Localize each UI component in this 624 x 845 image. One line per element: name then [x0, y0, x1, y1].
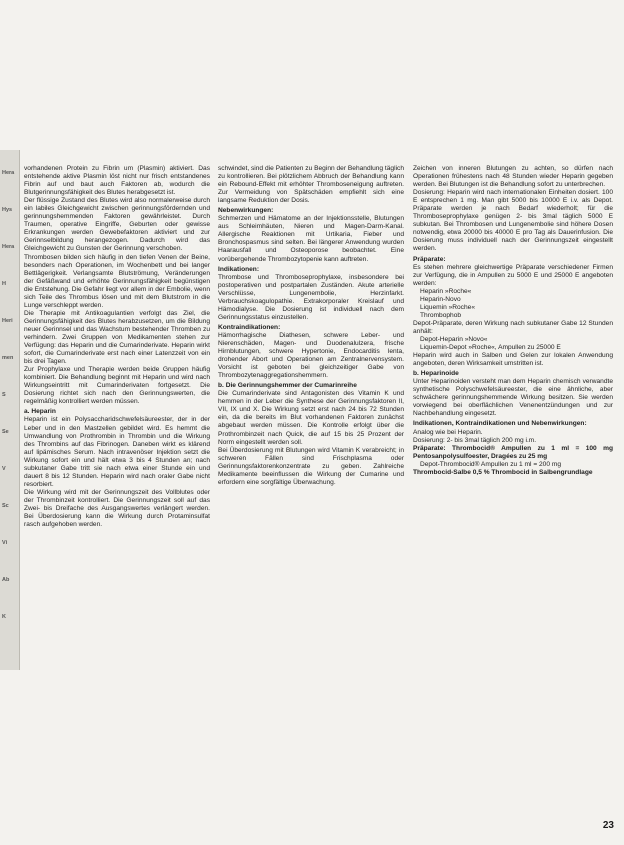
gutter-fragment: men: [2, 355, 14, 361]
paragraph: Bei Überdosierung mit Blutungen wird Vitamin K verabreicht; in schweren Fällen sind Frischplasma oder Gerinnungsfaktorenkonzentrate zu geben. Zahlreiche Medikamente beeinflussen die Wirkung der Cumarine und erfordern eine sorgfältige Überwachung.: [218, 446, 404, 486]
section-heading: b. Heparinoide: [413, 370, 459, 378]
section-heading: b. Die Gerinnungshemmer der Cumarinreihe: [218, 382, 357, 390]
section-heading: Indikationen:: [218, 265, 260, 273]
paragraph: Thrombocid-Salbe 0,5 % Thrombocid in Salbengrundlage: [413, 468, 593, 476]
paragraph: Heparin wird auch in Salben und Gelen zur lokalen Anwendung angeboten, deren Wirksamkeit umstritten ist.: [413, 352, 613, 368]
paragraph: Unter Heparinoiden versteht man dem Heparin chemisch verwandte synthetische Polyschwefelsäureester, die eine ähnliche, aber schwächere gerinnungshemmende Wirkung besitzen. Sie werden vorwiegend bei oberflächlichen Venenentzündungen und zur Nachbehandlung eingesetzt.: [413, 378, 613, 418]
text-column-middle: [218, 165, 404, 487]
gutter-fragment: S: [2, 392, 6, 398]
paragraph: Der flüssige Zustand des Blutes wird also normalerweise durch ein labiles Gleichgewicht zwischen gerinnungsfördernden und gerinnungshemmenden Faktoren gewährleistet. Durch Traumen, operative Eingriffe, Geburten oder gewisse Erkrankungen werden Gewebefaktoren aktiviert und zur Gerinnselbildung herangezogen. Dadurch wird das Gleichgewicht zu Gunsten der Gerinnung verschoben.: [24, 197, 210, 253]
paragraph: Heparin ist ein Polysaccharidschwefelsäureester, der in der Leber und in den Mastzellen gebildet wird. Es hemmt die Umwandlung von Prothrombin in Thrombin und die Wirkung des Thrombins auf das Fibrinogen. Daneben wirkt es klärend auf lipämisches Serum. Nach intravenöser Injektion setzt die Wirkung sofort ein und hält etwa 3 bis 4 Stunden an; nach subkutaner Gabe tritt sie nach etwa einer Stunde ein und dauert 8 bis 12 Stunden. Heparin wird nach oraler Gabe nicht resorbiert.: [24, 416, 210, 488]
paragraph: Die Therapie mit Antikoagulantien verfolgt das Ziel, die Gerinnungsfähigkeit des Blutes herabzusetzen, um die Bildung neuer Gerinnsel und das Wachstum bestehender Thromben zu verhindern. Zwei Gruppen von Medikamenten stehen zur Verfügung: das Heparin und die Cumarinderivate. Heparin wirkt sofort, die Cumarinderivate erst nach einer Latenzzeit von ein bis drei Tagen.: [24, 309, 210, 366]
paragraph: Die Wirkung wird mit der Gerinnungszeit des Vollblutes oder der Thrombinzeit kontrolliert. Die Gerinnungszeit soll auf das Zwei- bis Dreifache des Ausgangswertes verlängert werden. Bei Überdosierung kann die Wirkung durch Protaminsulfat rasch aufgehoben werden.: [24, 488, 210, 529]
section-heading: Kontraindikationen:: [218, 323, 281, 331]
adjacent-page-margin: [0, 150, 20, 670]
gutter-fragment: Se: [2, 429, 9, 435]
paragraph: Dosierung: Heparin wird nach internationalen Einheiten dosiert. 100 E entsprechen 1 mg. Man gibt 5000 bis 10000 E i.v. als Depot. Präparate werden je nach Bedarf wiederholt; für die Thromboseprophylaxe genügen 2- bis 3mal täglich 5000 E subkutan. Bei Thrombosen und Lungenembolie sind höhere Dosen notwendig, etwa 20000 bis 40000 E pro Tag als Dauerinfusion. Die Dosierung muss individuell nach der Gerinnungszeit eingestellt werden.: [413, 189, 613, 253]
paragraph: Heparin »Roche«: [420, 287, 472, 295]
section-heading: Präparate:: [413, 255, 446, 263]
paragraph: Hämorrhagische Diathesen, schwere Leber- und Nierenschäden, Magen- und Duodenalulzera, frische Hirnblutungen, schwere Hypertonie, Endocarditis lenta, drohender Abort und Operationen am Zentralnervensystem. Vorsicht ist geboten bei gleichzeitiger Gabe von Thrombozytenaggregationshemmern.: [218, 331, 404, 380]
paragraph: Analog wie bei Heparin.: [413, 428, 483, 436]
gutter-fragment: V: [2, 466, 6, 472]
page-number: 23: [602, 820, 614, 831]
paragraph: Zur Prophylaxe und Therapie werden beide Gruppen häufig kombiniert. Die Behandlung beginnt mit Heparin und wird nach Wirkungseintritt mit Cumarinderivaten fortgesetzt. Die Dosierung richtet sich nach den Gerinnungswerten, die regelmäßig kontrolliert werden müssen.: [24, 366, 210, 406]
section-heading: a. Heparin: [24, 408, 56, 416]
section-heading: Indikationen, Kontraindikationen und Nebenwirkungen:: [413, 420, 587, 428]
gutter-fragment: Hera: [2, 170, 15, 176]
text-column-left: [24, 165, 210, 529]
gutter-fragment: Hys: [2, 207, 13, 213]
paragraph: schwindet, sind die Patienten zu Beginn der Behandlung täglich zu kontrollieren. Bei plötzlichem Abbruch der Behandlung kann ein Rebound-Effekt mit erhöhter Thromboseneigung auftreten. Zur Vermeidung von Spätschäden empfiehlt sich eine langsame Reduktion der Dosis.: [218, 165, 404, 205]
paragraph: Die Cumarinderivate sind Antagonisten des Vitamin K und hemmen in der Leber die Synthese der Gerinnungsfaktoren II, VII, IX und X. Die Wirkung setzt erst nach 24 bis 72 Stunden ein, da die bereits im Blut vorhandenen Faktoren zunächst abgebaut werden müssen. Die Kontrolle erfolgt über die Prothrombinzeit nach Quick, die auf 15 bis 25 Prozent der Norm eingestellt werden soll.: [218, 390, 404, 446]
paragraph: Schmerzen und Hämatome an der Injektionsstelle, Blutungen aus Schleimhäuten, Nieren und Magen-Darm-Kanal. Allergische Reaktionen mit Urtikaria, Fieber und Bronchospasmus sind selten. Bei längerer Anwendung wurden Haarausfall und Osteoporose beobachtet. Eine vorübergehende Thrombozytopenie kann auftreten.: [218, 215, 404, 263]
paragraph: Liquemin »Roche«: [420, 303, 475, 311]
paragraph: Thrombosen bilden sich häufig in den tiefen Venen der Beine, besonders nach Operationen, im Wochenbett und bei langer Bettlägerigkeit. Verlangsamte Blutströmung, Veränderungen der Gefäßwand und erhöhte Gerinnungsfähigkeit begünstigen die Entstehung. Die Gefahr liegt vor allem in der Embolie, wenn sich Teile des Thrombus lösen und mit dem Blutstrom in die Lunge verschleppt werden.: [24, 253, 210, 309]
gutter-fragment: Vi: [2, 540, 8, 546]
paragraph: Depot-Thrombocid® Ampullen zu 1 ml = 200 mg: [420, 460, 562, 468]
gutter-fragment: Hera: [2, 244, 15, 250]
paragraph: Dosierung: 2- bis 3mal täglich 200 mg i.m.: [413, 436, 537, 444]
paragraph: Depot-Heparin »Novo«: [420, 335, 488, 343]
gutter-fragment: Heri: [2, 318, 13, 324]
section-heading: Nebenwirkungen:: [218, 207, 274, 215]
gutter-fragment: K: [2, 614, 6, 620]
paragraph: Heparin-Novo: [420, 295, 461, 303]
paragraph: Depot-Präparate, deren Wirkung nach subkutaner Gabe 12 Stunden anhält:: [413, 319, 613, 335]
paragraph: Präparate: Thrombocid® Ampullen zu 1 ml = 100 mg Pentosanpolysulfoester, Dragées zu 25 mg: [413, 444, 613, 460]
paragraph: Es stehen mehrere gleichwertige Präparate verschiedener Firmen zur Verfügung, die in Ampullen zu 5000 E und 25000 E angeboten werden:: [413, 263, 613, 287]
text-column-right: [413, 165, 613, 477]
paragraph: vorhandenen Protein zu Fibrin um (Plasmin) aktiviert. Das entstehende aktive Plasmin löst nicht nur frisch entstandenes Fibrin auf und baut auch Faktoren ab, wodurch die Blutgerinnungsfähigkeit des Blutes herabgesetzt ist.: [24, 165, 210, 197]
gutter-fragment: Sc: [2, 503, 9, 509]
paragraph: Thrombophob: [420, 311, 462, 319]
paragraph: Liquemin-Depot »Roche«, Ampullen zu 25000 E: [420, 344, 561, 352]
paragraph: Thrombose und Thromboseprophylaxe, insbesondere bei postoperativen und postpartalen Zuständen. Akute arterielle Verschlüsse, Lungenembolie, Herzinfarkt. Verbrauchskoagulopathie. Extrakorporaler Kreislauf und Hämodialyse. Die Dosierung ist individuell nach dem Gerinnungsstatus einzustellen.: [218, 273, 404, 321]
gutter-fragment: H: [2, 281, 6, 287]
gutter-fragment: Ab: [2, 577, 10, 583]
paragraph: Zeichen von inneren Blutungen zu achten, so dürfen nach Operationen frühestens nach 48 Stunden wieder Heparin gegeben werden. Bei Blutungen ist die Behandlung sofort zu unterbrechen.: [413, 165, 613, 189]
